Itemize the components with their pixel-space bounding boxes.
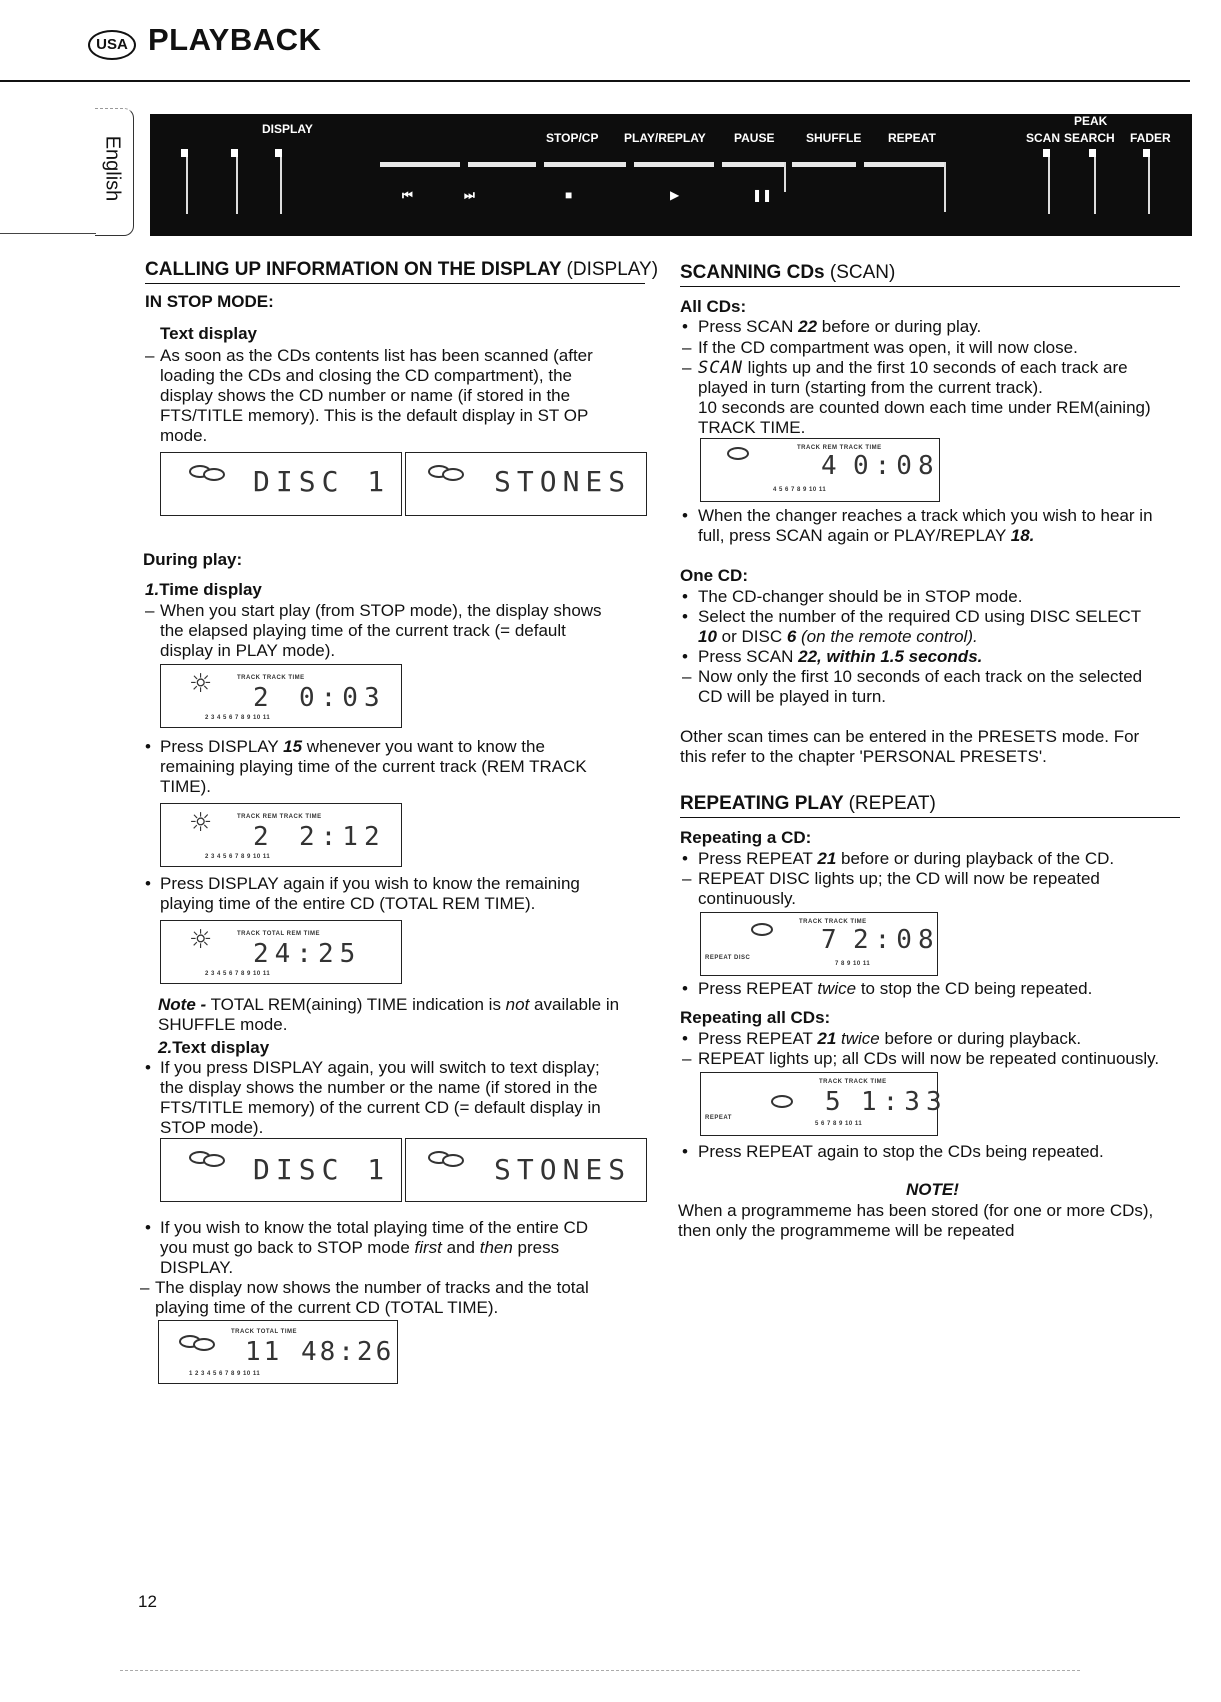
total-time-paragraph-2 xyxy=(155,1278,655,1318)
cd-icon xyxy=(727,447,769,459)
line: FTS/TITLE memory). This is the default display in ST OP xyxy=(160,406,589,425)
line: playing time of the entire CD (TOTAL REM TIME). xyxy=(160,894,536,913)
pointer-flag-icon xyxy=(181,149,188,157)
line: the elapsed playing time of the current track (= default xyxy=(160,621,566,640)
lcd-track-time xyxy=(160,664,402,728)
line: playing time of the current CD (TOTAL TIME). xyxy=(155,1298,499,1317)
heading-text: REPEATING PLAY xyxy=(680,793,844,814)
stop-icon: ■ xyxy=(565,188,573,202)
line xyxy=(160,1238,660,1258)
text: or DISC xyxy=(716,627,787,646)
line: When you start play (from STOP mode), the display shows xyxy=(160,601,602,620)
cd-icon xyxy=(428,1151,470,1163)
lcd-track: 2 xyxy=(253,822,275,852)
line: Select the number of the required CD using DISC SELECT xyxy=(698,607,1142,626)
lcd-numbers: 1 2 3 4 5 6 7 8 9 10 11 xyxy=(189,1371,261,1377)
repeat-all-line: REPEAT lights up; all CDs will now be repeated continuously. xyxy=(698,1049,1160,1068)
lcd-numbers: 2 3 4 5 6 7 8 9 10 11 xyxy=(205,854,271,860)
segment-text: SCAN xyxy=(698,358,743,378)
button-bar xyxy=(792,162,856,167)
play-icon: ▶ xyxy=(670,188,680,202)
text: Press REPEAT xyxy=(698,849,818,868)
play-replay-label: PLAY/REPLAY xyxy=(624,131,706,145)
line: If you press DISPLAY again, you will switch to text display; xyxy=(160,1058,600,1077)
line: CD will be played in turn. xyxy=(698,687,887,706)
line xyxy=(160,737,660,757)
text: full, press SCAN again or PLAY/REPLAY xyxy=(698,526,1011,545)
text: Time display xyxy=(159,580,262,599)
pointer-line xyxy=(1094,154,1096,214)
bullet: • xyxy=(145,1058,151,1077)
bullet: • xyxy=(682,849,688,868)
repeat-line xyxy=(698,979,1092,999)
lcd-time: 24:25 xyxy=(253,939,362,969)
button-bar xyxy=(380,162,460,167)
button-bar xyxy=(544,162,626,167)
shuffle-label: SHUFFLE xyxy=(806,131,862,145)
line: Now only the first 10 seconds of each track on the selected xyxy=(698,667,1143,686)
cd-icon xyxy=(428,465,470,477)
other-scan-paragraph xyxy=(680,727,1180,767)
text: twice xyxy=(817,979,857,998)
lcd-stones-display xyxy=(405,452,647,516)
line: TIME). xyxy=(160,777,211,796)
text: you must go back to STOP mode xyxy=(160,1238,415,1257)
time-display-paragraph xyxy=(160,601,660,661)
text-display-2-paragraph xyxy=(160,1058,660,1138)
bullet: • xyxy=(682,647,688,666)
lcd-labels: TRACK REM TRACK TIME xyxy=(797,445,882,451)
pointer-line xyxy=(1148,154,1150,214)
page-title: PLAYBACK xyxy=(148,22,322,57)
pointer-flag-icon xyxy=(1143,149,1150,157)
lcd-track: 5 xyxy=(825,1087,847,1117)
one-cd-paragraph xyxy=(698,607,1198,647)
heading-text: CALLING UP INFORMATION ON THE DISPLAY xyxy=(145,259,562,280)
control-panel-illustration xyxy=(150,114,1192,236)
pointer-line xyxy=(784,162,786,192)
heading-paren: (SCAN) xyxy=(829,262,896,283)
ref-number: 6 xyxy=(786,627,797,646)
line: When a programmeme has been stored (for one or more CDs), xyxy=(678,1201,1154,1220)
text: then xyxy=(479,1238,513,1257)
line: this refer to the chapter 'PERSONAL PRESETS'. xyxy=(680,747,1047,766)
lcd-numbers: 2 3 4 5 6 7 8 9 10 11 xyxy=(205,715,271,721)
prev-track-icon: ⏮ xyxy=(402,188,413,202)
pointer-line xyxy=(280,154,282,214)
note-title: NOTE! xyxy=(906,1180,959,1199)
sun-icon: ☼ xyxy=(189,808,213,838)
bullet: • xyxy=(682,587,688,606)
text: before or during play. xyxy=(817,317,982,336)
text: and xyxy=(441,1238,480,1257)
next-track-icon: ⏭ xyxy=(464,188,475,202)
text: not xyxy=(505,995,530,1014)
text: before or during playback of the CD. xyxy=(836,849,1115,868)
line: then only the programmeme will be repeated xyxy=(678,1221,1015,1240)
pointer-line xyxy=(944,162,946,212)
line: FTS/TITLE memory) of the current CD (= default display in xyxy=(160,1098,601,1117)
line: As soon as the CDs contents list has been scanned (after xyxy=(160,346,593,365)
ref-number: 22 xyxy=(798,317,818,336)
text: Press REPEAT xyxy=(698,979,818,998)
line: When the changer reaches a track which you wish to hear in xyxy=(698,506,1153,525)
dash: – xyxy=(682,1049,692,1068)
dash: – xyxy=(682,869,692,888)
lcd-rem-track-time xyxy=(160,803,402,867)
lcd-numbers: 7 8 9 10 11 xyxy=(835,961,871,967)
lcd-time: 0:08 xyxy=(853,451,940,481)
line: loading the CDs and closing the CD compartment), the xyxy=(160,366,572,385)
text: before or during playback. xyxy=(879,1029,1082,1048)
again-paragraph xyxy=(160,874,660,914)
line: Press DISPLAY again if you wish to know the remaining xyxy=(160,874,580,893)
line: If you wish to know the total playing time of the entire CD xyxy=(160,1218,589,1237)
text-display-heading: Text display xyxy=(160,324,257,343)
pointer-flag-icon xyxy=(1043,149,1050,157)
lcd-track: 7 xyxy=(821,925,843,955)
button-bar xyxy=(864,162,944,167)
text: Press SCAN xyxy=(698,317,799,336)
scan-section-heading xyxy=(680,262,1180,287)
line: the display shows the number or the name (if stored in the xyxy=(160,1078,598,1097)
line: display shows the CD number or name (if stored in the xyxy=(160,386,571,405)
total-time-paragraph xyxy=(160,1218,660,1278)
text: twice xyxy=(836,1029,880,1048)
ref-number: 21 xyxy=(817,849,837,868)
text: Press DISPLAY xyxy=(160,737,284,756)
repeat-all-line xyxy=(698,1029,1081,1049)
heading-text: SCANNING CDs xyxy=(680,262,825,283)
sun-icon: ☼ xyxy=(189,669,213,699)
note-paragraph xyxy=(158,995,658,1035)
lcd-labels: TRACK TOTAL TIME xyxy=(231,1329,297,1335)
pause-icon: ❚❚ xyxy=(752,188,773,202)
lcd-numbers: 2 3 4 5 6 7 8 9 10 11 xyxy=(205,971,271,977)
lcd-repeat-disc xyxy=(700,912,938,976)
text: available in xyxy=(529,995,620,1014)
line xyxy=(698,627,1198,647)
text: first xyxy=(414,1238,442,1257)
line: TRACK TIME. xyxy=(698,418,806,437)
lcd-labels: TRACK TRACK TIME xyxy=(799,919,867,925)
all-cds-heading: All CDs: xyxy=(680,297,747,316)
line: The display now shows the number of tracks and the total xyxy=(155,1278,589,1297)
note-paragraph xyxy=(678,1201,1188,1241)
one-cd-paragraph-2 xyxy=(698,667,1198,707)
lcd-time: 1:33 xyxy=(861,1087,948,1117)
pointer-line xyxy=(236,154,238,214)
bullet: • xyxy=(682,1142,688,1161)
side-tab-divider xyxy=(0,233,96,234)
line: display in PLAY mode). xyxy=(160,641,336,660)
lcd-text: STONES xyxy=(494,1153,632,1186)
lcd-text: DISC 1 xyxy=(253,465,391,498)
scan-paragraph xyxy=(698,358,1198,438)
heading-paren: (DISPLAY) xyxy=(566,259,659,280)
pointer-flag-icon xyxy=(1089,149,1096,157)
sun-icon: ☼ xyxy=(189,925,213,955)
bullet: • xyxy=(682,1029,688,1048)
one-cd-line: The CD-changer should be in STOP mode. xyxy=(698,587,1023,606)
ref-number: 21 xyxy=(817,1029,837,1048)
bullet: • xyxy=(682,506,688,525)
number: 1. xyxy=(145,580,160,599)
lcd-labels: TRACK TOTAL REM TIME xyxy=(237,931,320,937)
button-bar xyxy=(634,162,714,167)
lcd-total-time xyxy=(158,1320,398,1384)
text: Text display xyxy=(172,1038,270,1057)
lcd-labels: TRACK TRACK TIME xyxy=(819,1079,887,1085)
repeat-label: REPEAT xyxy=(888,131,936,145)
repeat-paragraph xyxy=(698,869,1198,909)
dash: – xyxy=(145,601,155,620)
language-tab-label: English xyxy=(101,135,124,202)
text: whenever you want to know the xyxy=(302,737,545,756)
lcd-disc-display xyxy=(160,452,402,516)
line: played in turn (starting from the current track). xyxy=(698,378,1043,397)
line xyxy=(158,995,658,1015)
scan-full-paragraph xyxy=(698,506,1198,546)
lcd-text: STONES xyxy=(494,465,632,498)
text: (on the remote control). xyxy=(796,627,978,646)
line: mode. xyxy=(160,426,208,445)
cd-icon xyxy=(179,1335,221,1347)
cd-icon xyxy=(751,923,793,935)
lcd-time: 0:03 xyxy=(299,683,386,713)
repeat-all-line: Press REPEAT again to stop the CDs being repeated. xyxy=(698,1142,1104,1161)
header-rule xyxy=(0,80,1190,82)
cd-icon xyxy=(189,1151,231,1163)
cd-icon xyxy=(189,465,231,477)
pointer-line xyxy=(1048,154,1050,214)
one-cd-line xyxy=(698,647,982,667)
lcd-track: 2 xyxy=(253,683,275,713)
time-display-heading xyxy=(145,580,262,600)
stop-mode-heading: IN STOP MODE: xyxy=(145,292,274,311)
bullet: • xyxy=(145,1218,151,1237)
lcd-numbers: 5 6 7 8 9 10 11 xyxy=(815,1121,863,1127)
repeating-all-heading: Repeating all CDs: xyxy=(680,1008,831,1027)
cd-icon xyxy=(771,1095,813,1107)
ref-number: 18. xyxy=(1010,526,1035,545)
lcd-text: DISC 1 xyxy=(253,1153,391,1186)
lcd-value: 11 48:26 xyxy=(245,1337,395,1367)
dash: – xyxy=(682,667,692,686)
scan-line: If the CD compartment was open, it will now close. xyxy=(698,338,1078,357)
dash: – xyxy=(145,346,155,365)
scan-line xyxy=(698,317,981,337)
pointer-flag-icon xyxy=(275,149,282,157)
bullet: • xyxy=(682,979,688,998)
line xyxy=(698,526,1198,546)
line: Other scan times can be entered in the PRESETS mode. For xyxy=(680,727,1140,746)
bullet: • xyxy=(145,874,151,893)
lcd-labels: TRACK TRACK TIME xyxy=(237,675,305,681)
lcd-repeat-label: REPEAT DISC xyxy=(705,955,751,961)
line: DISPLAY. xyxy=(160,1258,234,1277)
button-bar xyxy=(468,162,536,167)
text: TOTAL REM(aining) TIME indication is xyxy=(206,995,506,1014)
stop-cp-label: STOP/CP xyxy=(546,131,599,145)
display-button-label: DISPLAY xyxy=(262,122,313,136)
dash: – xyxy=(140,1278,150,1297)
lcd-repeat-label: REPEAT xyxy=(705,1115,732,1121)
line: continuously. xyxy=(698,889,796,908)
press-display-paragraph xyxy=(160,737,660,797)
lcd-disc-display-2 xyxy=(160,1138,402,1202)
display-section-heading xyxy=(145,259,659,284)
usa-badge: USA xyxy=(88,30,136,60)
page-number: 12 xyxy=(138,1592,157,1611)
repeat-line xyxy=(698,849,1114,869)
text: Press SCAN xyxy=(698,647,799,666)
peak-search-label: SEARCH xyxy=(1064,131,1115,145)
lcd-labels: TRACK REM TRACK TIME xyxy=(237,814,322,820)
text-display-paragraph xyxy=(160,346,660,446)
bullet: • xyxy=(682,607,688,626)
line xyxy=(698,358,1198,378)
line: REPEAT DISC lights up; the CD will now be repeated xyxy=(698,869,1100,888)
lcd-total-rem-time xyxy=(160,920,402,984)
lcd-time: 2:08 xyxy=(853,925,940,955)
line: 10 seconds are counted down each time under REM(aining) xyxy=(698,398,1151,417)
ref-number: 22, within 1.5 seconds. xyxy=(798,647,983,666)
pointer-flag-icon xyxy=(231,149,238,157)
line: SHUFFLE mode. xyxy=(158,1015,288,1034)
one-cd-heading: One CD: xyxy=(680,566,748,585)
heading-paren: (REPEAT) xyxy=(848,793,936,814)
lcd-track: 4 xyxy=(821,451,843,481)
button-bar xyxy=(722,162,784,167)
lcd-scan-display xyxy=(700,438,940,502)
pointer-line xyxy=(186,154,188,214)
scan-label: SCAN xyxy=(1026,131,1061,145)
text-display-2-heading xyxy=(158,1038,269,1058)
dash: – xyxy=(682,338,692,357)
lcd-numbers: 4 5 6 7 8 9 10 11 xyxy=(773,487,827,493)
fader-label: FADER xyxy=(1130,131,1171,145)
lcd-repeat-all xyxy=(700,1072,948,1136)
ref-number: 10 xyxy=(698,627,717,646)
repeating-cd-heading: Repeating a CD: xyxy=(680,828,812,847)
lcd-stones-display-2 xyxy=(405,1138,647,1202)
language-tab xyxy=(95,108,134,236)
ref-number: 15 xyxy=(283,737,303,756)
bullet: • xyxy=(682,317,688,336)
bullet: • xyxy=(145,737,151,756)
scan-artifact xyxy=(120,1670,1080,1673)
dash: – xyxy=(682,358,692,377)
pause-label: PAUSE xyxy=(734,131,775,145)
peak-label: PEAK xyxy=(1074,114,1108,128)
during-play-heading: During play: xyxy=(143,550,243,569)
repeat-section-heading xyxy=(680,793,1180,818)
note-label: Note - xyxy=(158,995,207,1014)
number: 2. xyxy=(158,1038,173,1057)
text: lights up and the first 10 seconds of each track are xyxy=(742,358,1128,377)
text: to stop the CD being repeated. xyxy=(856,979,1093,998)
text: press xyxy=(512,1238,560,1257)
text: Press REPEAT xyxy=(698,1029,818,1048)
line: STOP mode). xyxy=(160,1118,264,1137)
lcd-time: 2:12 xyxy=(299,822,386,852)
line: remaining playing time of the current track (REM TRACK xyxy=(160,757,587,776)
